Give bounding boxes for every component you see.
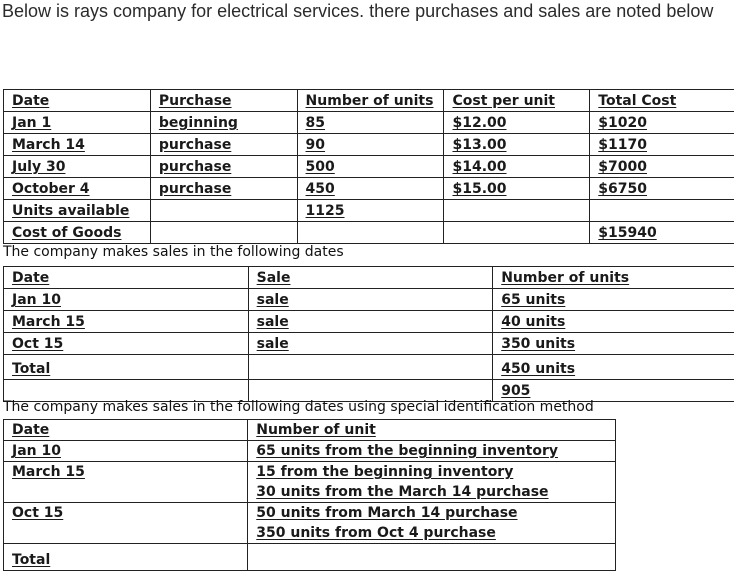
table-row [4, 311, 734, 333]
cell-units: 65 units [493, 289, 734, 311]
cell-purchase [150, 200, 297, 222]
cell-purchase: purchase [150, 134, 297, 156]
cell-date: Units available [4, 200, 151, 222]
table-row [4, 355, 734, 380]
table-row [4, 503, 616, 524]
purchases-table [3, 89, 734, 244]
table-header-row [4, 267, 734, 289]
table-row [4, 523, 616, 544]
cell-units-detail: 15 from the beginning inventory [248, 462, 616, 483]
cell-date: October 4 [4, 178, 151, 200]
cell-units: 1125 [297, 200, 444, 222]
table-header-row [4, 420, 616, 441]
cell-date: March 14 [4, 134, 151, 156]
table-row [4, 482, 616, 503]
cell-units-detail: 50 units from March 14 purchase [248, 503, 616, 524]
table-row [4, 112, 734, 134]
header-date: Date [4, 420, 248, 441]
header-purchase: Purchase [150, 90, 297, 112]
cell-units-detail: 65 units from the beginning inventory [248, 441, 616, 462]
cell-date: Jan 10 [4, 441, 248, 462]
table-row [4, 178, 734, 200]
table-row [4, 134, 734, 156]
cell-sale: sale [248, 333, 493, 355]
cell-units: 450 [297, 178, 444, 200]
specific-identification-table [3, 419, 616, 571]
cell-date: March 15 [4, 311, 249, 333]
table-row [4, 156, 734, 178]
cell-cost-per-unit [444, 200, 590, 222]
cell-units: 905 [493, 380, 734, 402]
cell-date: Cost of Goods [4, 222, 151, 244]
intro-text: Below is rays company for electrical services. there purchases and sales are noted below [2, 1, 714, 21]
cell-units: 450 units [493, 355, 734, 380]
header-number-of-unit: Number of unit [248, 420, 616, 441]
cell-units-detail: 30 units from the March 14 purchase [248, 482, 616, 503]
cell-total-cost [590, 200, 734, 222]
sales-table [3, 266, 734, 402]
cell-date: Oct 15 [4, 503, 248, 524]
table-row [4, 462, 616, 483]
cell-date: Jan 1 [4, 112, 151, 134]
header-date: Date [4, 267, 249, 289]
table-row [4, 200, 734, 222]
cell-cost-per-unit: $14.00 [444, 156, 590, 178]
cell-purchase: purchase [150, 178, 297, 200]
cell-total-cost: $6750 [590, 178, 734, 200]
cell-cost-per-unit: $12.00 [444, 112, 590, 134]
sales-caption: The company makes sales in the following dates [3, 244, 344, 260]
header-sale: Sale [248, 267, 493, 289]
cell-sale: sale [248, 289, 493, 311]
table-row [4, 289, 734, 311]
specific-identification-caption: The company makes sales in the following dates using special identification method [3, 399, 594, 415]
cell-cost-per-unit [444, 222, 590, 244]
header-number-of-units: Number of units [297, 90, 444, 112]
cell-sale [248, 355, 493, 380]
cell-units: 500 [297, 156, 444, 178]
cell-total-cost: $15940 [590, 222, 734, 244]
cell-total-cost: $7000 [590, 156, 734, 178]
table-row [4, 222, 734, 244]
cell-date: Total [4, 355, 249, 380]
cell-units: 90 [297, 134, 444, 156]
header-cost-per-unit: Cost per unit [444, 90, 590, 112]
cell-units: 350 units [493, 333, 734, 355]
cell-date: Jan 10 [4, 289, 249, 311]
header-number-of-units: Number of units [493, 267, 734, 289]
cell-units-detail [248, 544, 616, 571]
cell-date: Oct 15 [4, 333, 249, 355]
cell-total-cost: $1020 [590, 112, 734, 134]
header-total-cost: Total Cost [590, 90, 734, 112]
header-date: Date [4, 90, 151, 112]
cell-purchase: purchase [150, 156, 297, 178]
cell-date: July 30 [4, 156, 151, 178]
table-row [4, 544, 616, 571]
table-header-row [4, 90, 734, 112]
table-row [4, 333, 734, 355]
cell-cost-per-unit: $13.00 [444, 134, 590, 156]
cell-date: Total [4, 544, 248, 571]
cell-purchase: beginning [150, 112, 297, 134]
cell-date [4, 523, 248, 544]
cell-total-cost: $1170 [590, 134, 734, 156]
cell-purchase [150, 222, 297, 244]
cell-units: 85 [297, 112, 444, 134]
cell-units [297, 222, 444, 244]
cell-sale: sale [248, 311, 493, 333]
cell-units: 40 units [493, 311, 734, 333]
cell-date: March 15 [4, 462, 248, 483]
table-row [4, 441, 616, 462]
cell-cost-per-unit: $15.00 [444, 178, 590, 200]
cell-date [4, 482, 248, 503]
cell-units-detail: 350 units from Oct 4 purchase [248, 523, 616, 544]
